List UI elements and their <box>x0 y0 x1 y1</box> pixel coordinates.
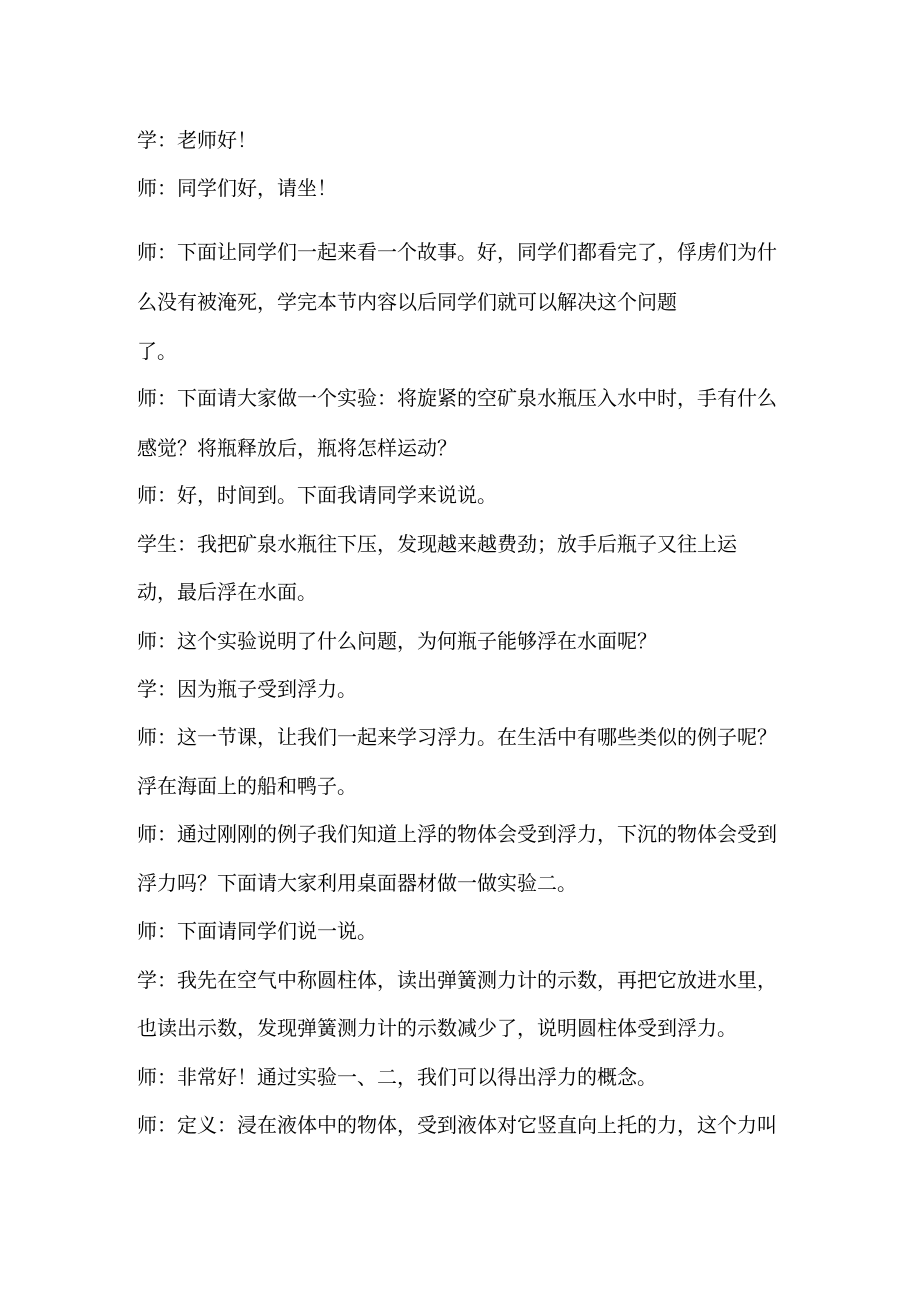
text-line: 也读出示数，发现弹簧测力计的示数减少了，说明圆柱体受到浮力。 <box>137 1016 737 1040</box>
text-line: 学：老师好！ <box>137 128 257 152</box>
text-line: 师：下面请同学们说一说。 <box>137 919 377 943</box>
text-line: 师：定义：浸在液体中的物体，受到液体对它竖直向上托的力，这个力叫 <box>137 1113 777 1137</box>
text-line: 师：非常好！通过实验一、二，我们可以得出浮力的概念。 <box>137 1065 657 1089</box>
text-line: 了。 <box>137 339 177 363</box>
text-line: 师：这个实验说明了什么问题，为何瓶子能够浮在水面呢？ <box>137 629 657 653</box>
text-line: 学生：我把矿泉水瓶往下压，发现越来越费劲；放手后瓶子又往上运 <box>137 532 737 556</box>
text-line: 感觉？将瓶释放后，瓶将怎样运动？ <box>137 436 457 460</box>
text-line: 浮在海面上的船和鸭子。 <box>137 774 357 798</box>
text-line: 么没有被淹死，学完本节内容以后同学们就可以解决这个问题 <box>137 290 677 314</box>
text-line: 师：下面让同学们一起来看一个故事。好，同学们都看完了，俘虏们为什 <box>137 240 777 264</box>
text-line: 师：同学们好，请坐！ <box>137 176 337 200</box>
text-line: 师：下面请大家做一个实验：将旋紧的空矿泉水瓶压入水中时，手有什么 <box>137 386 777 410</box>
text-line: 学：我先在空气中称圆柱体，读出弹簧测力计的示数，再把它放进水里， <box>137 968 777 992</box>
text-line: 师：好，时间到。下面我请同学来说说。 <box>137 483 497 507</box>
text-line: 师：通过刚刚的例子我们知道上浮的物体会受到浮力，下沉的物体会受到 <box>137 822 777 846</box>
text-line: 师：这一节课，让我们一起来学习浮力。在生活中有哪些类似的例子呢？ <box>137 725 777 749</box>
text-line: 动，最后浮在水面。 <box>137 580 317 604</box>
text-line: 浮力吗？下面请大家利用桌面器材做一做实验二。 <box>137 871 577 895</box>
text-line: 学：因为瓶子受到浮力。 <box>137 677 357 701</box>
